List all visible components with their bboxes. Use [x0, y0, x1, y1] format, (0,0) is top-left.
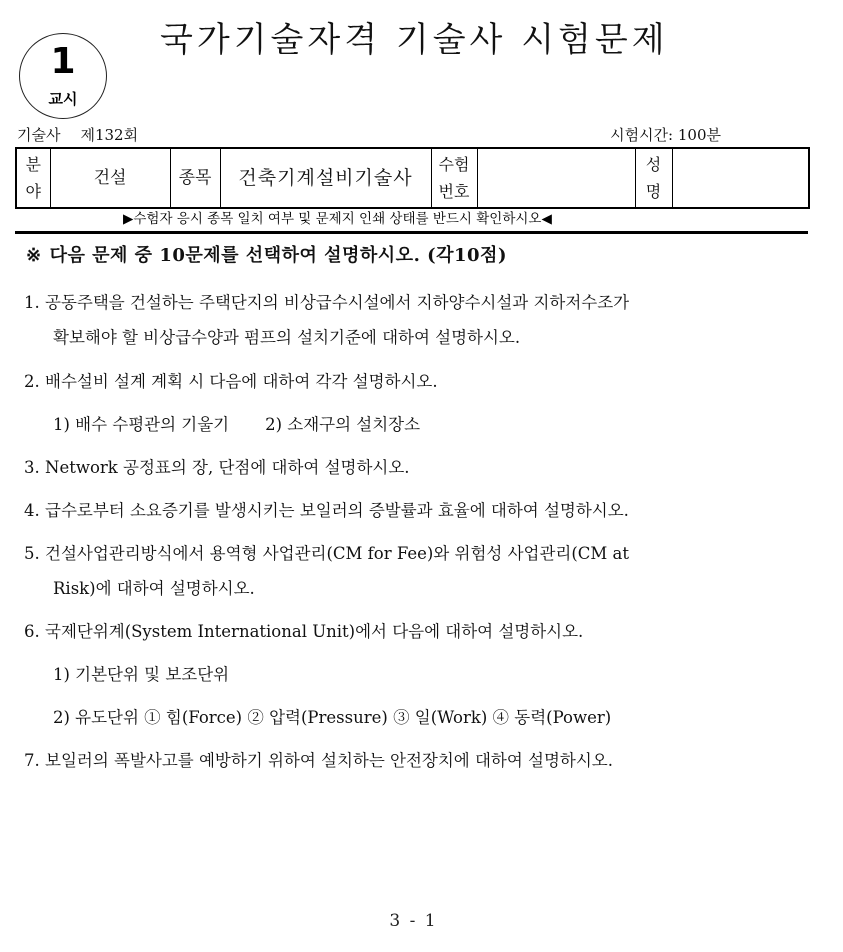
exam-time-label: 시험시간: — [610, 126, 674, 144]
exam-category: 기술사 — [17, 126, 61, 144]
question-6-subitem-2: 2) 유도단위 ① 힘(Force) ② 압력(Pressure) ③ 일(Work) ④ 동력(Power) — [53, 708, 612, 727]
name-field[interactable] — [672, 148, 809, 208]
question-number: 1. — [24, 293, 40, 312]
question-number: 2. — [24, 372, 40, 391]
sub-item: 2) 소재구의 설치장소 — [265, 415, 421, 434]
question-6 — [24, 621, 583, 643]
question-3 — [24, 457, 410, 479]
divider — [15, 231, 808, 234]
question-text: 건설사업관리방식에서 용역형 사업관리(CM for Fee)와 위험성 사업관리(CM at — [45, 544, 630, 563]
name-label-bottom: 명 — [645, 182, 662, 201]
question-number: 3. — [24, 458, 40, 477]
question-text: 국제단위계(System International Unit)에서 다음에 대하여 설명하시오. — [45, 622, 584, 641]
instruction — [26, 243, 507, 269]
question-5-continued: Risk)에 대하여 설명하시오. — [53, 579, 255, 598]
instruction-text: 다음 문제 중 10문제를 선택하여 설명하시오. (각10점) — [49, 245, 507, 266]
question-text: 보일러의 폭발사고를 예방하기 위하여 설치하는 안전장치에 대하여 설명하시오. — [45, 751, 613, 770]
exam-info-table — [15, 147, 810, 209]
name-label — [635, 148, 672, 208]
item-label: 종목 — [170, 148, 220, 208]
question-4 — [24, 500, 629, 522]
field-label — [16, 148, 50, 208]
field-value: 건설 — [50, 148, 170, 208]
exam-number-label-bottom: 번호 — [438, 182, 470, 201]
exam-number-label — [431, 148, 477, 208]
exam-meta-left — [17, 125, 138, 145]
question-5 — [24, 543, 629, 565]
exam-round: 제132회 — [80, 126, 139, 144]
question-text: Network 공정표의 장, 단점에 대하여 설명하시오. — [45, 458, 410, 477]
exam-number-field[interactable] — [477, 148, 635, 208]
question-text: 배수설비 설계 계획 시 다음에 대하여 각각 설명하시오. — [45, 372, 438, 391]
session-number: 1 — [50, 41, 76, 82]
exam-time-value: 100분 — [677, 126, 721, 144]
session-badge — [19, 33, 107, 119]
question-number: 6. — [24, 622, 40, 641]
name-label-top: 성 — [645, 155, 662, 174]
question-2-subitems — [53, 414, 420, 436]
question-number: 4. — [24, 501, 40, 520]
exam-time — [610, 125, 721, 145]
session-label: 교시 — [48, 90, 78, 108]
question-number: 5. — [24, 544, 40, 563]
item-value: 건축기계설비기술사 — [220, 148, 431, 208]
document-title: 국가기술자격 기술사 시험문제 — [160, 20, 669, 60]
question-6-subitem-1: 1) 기본단위 및 보조단위 — [53, 665, 230, 684]
question-2 — [24, 371, 438, 393]
field-label-top: 분 — [25, 155, 41, 174]
question-number: 7. — [24, 751, 40, 770]
question-1-continued: 확보해야 할 비상급수양과 펌프의 설치기준에 대하여 설명하시오. — [53, 328, 521, 347]
field-label-bottom: 야 — [25, 182, 41, 201]
notice-text: ▶수험자 응시 종목 일치 여부 및 문제지 인쇄 상태를 반드시 확인하시오◀ — [123, 211, 552, 227]
exam-number-label-top: 수험 — [438, 155, 470, 174]
sub-item: 1) 배수 수평관의 기울기 — [53, 415, 230, 434]
question-1 — [24, 292, 629, 314]
page-number: 3 - 1 — [389, 911, 438, 931]
reference-mark-icon: ※ — [26, 245, 42, 266]
question-7 — [24, 750, 613, 772]
question-text: 공동주택을 건설하는 주택단지의 비상급수시설에서 지하양수시설과 지하저수조가 — [45, 293, 630, 312]
question-text: 급수로부터 소요증기를 발생시키는 보일러의 증발률과 효율에 대하여 설명하시오. — [45, 501, 629, 520]
